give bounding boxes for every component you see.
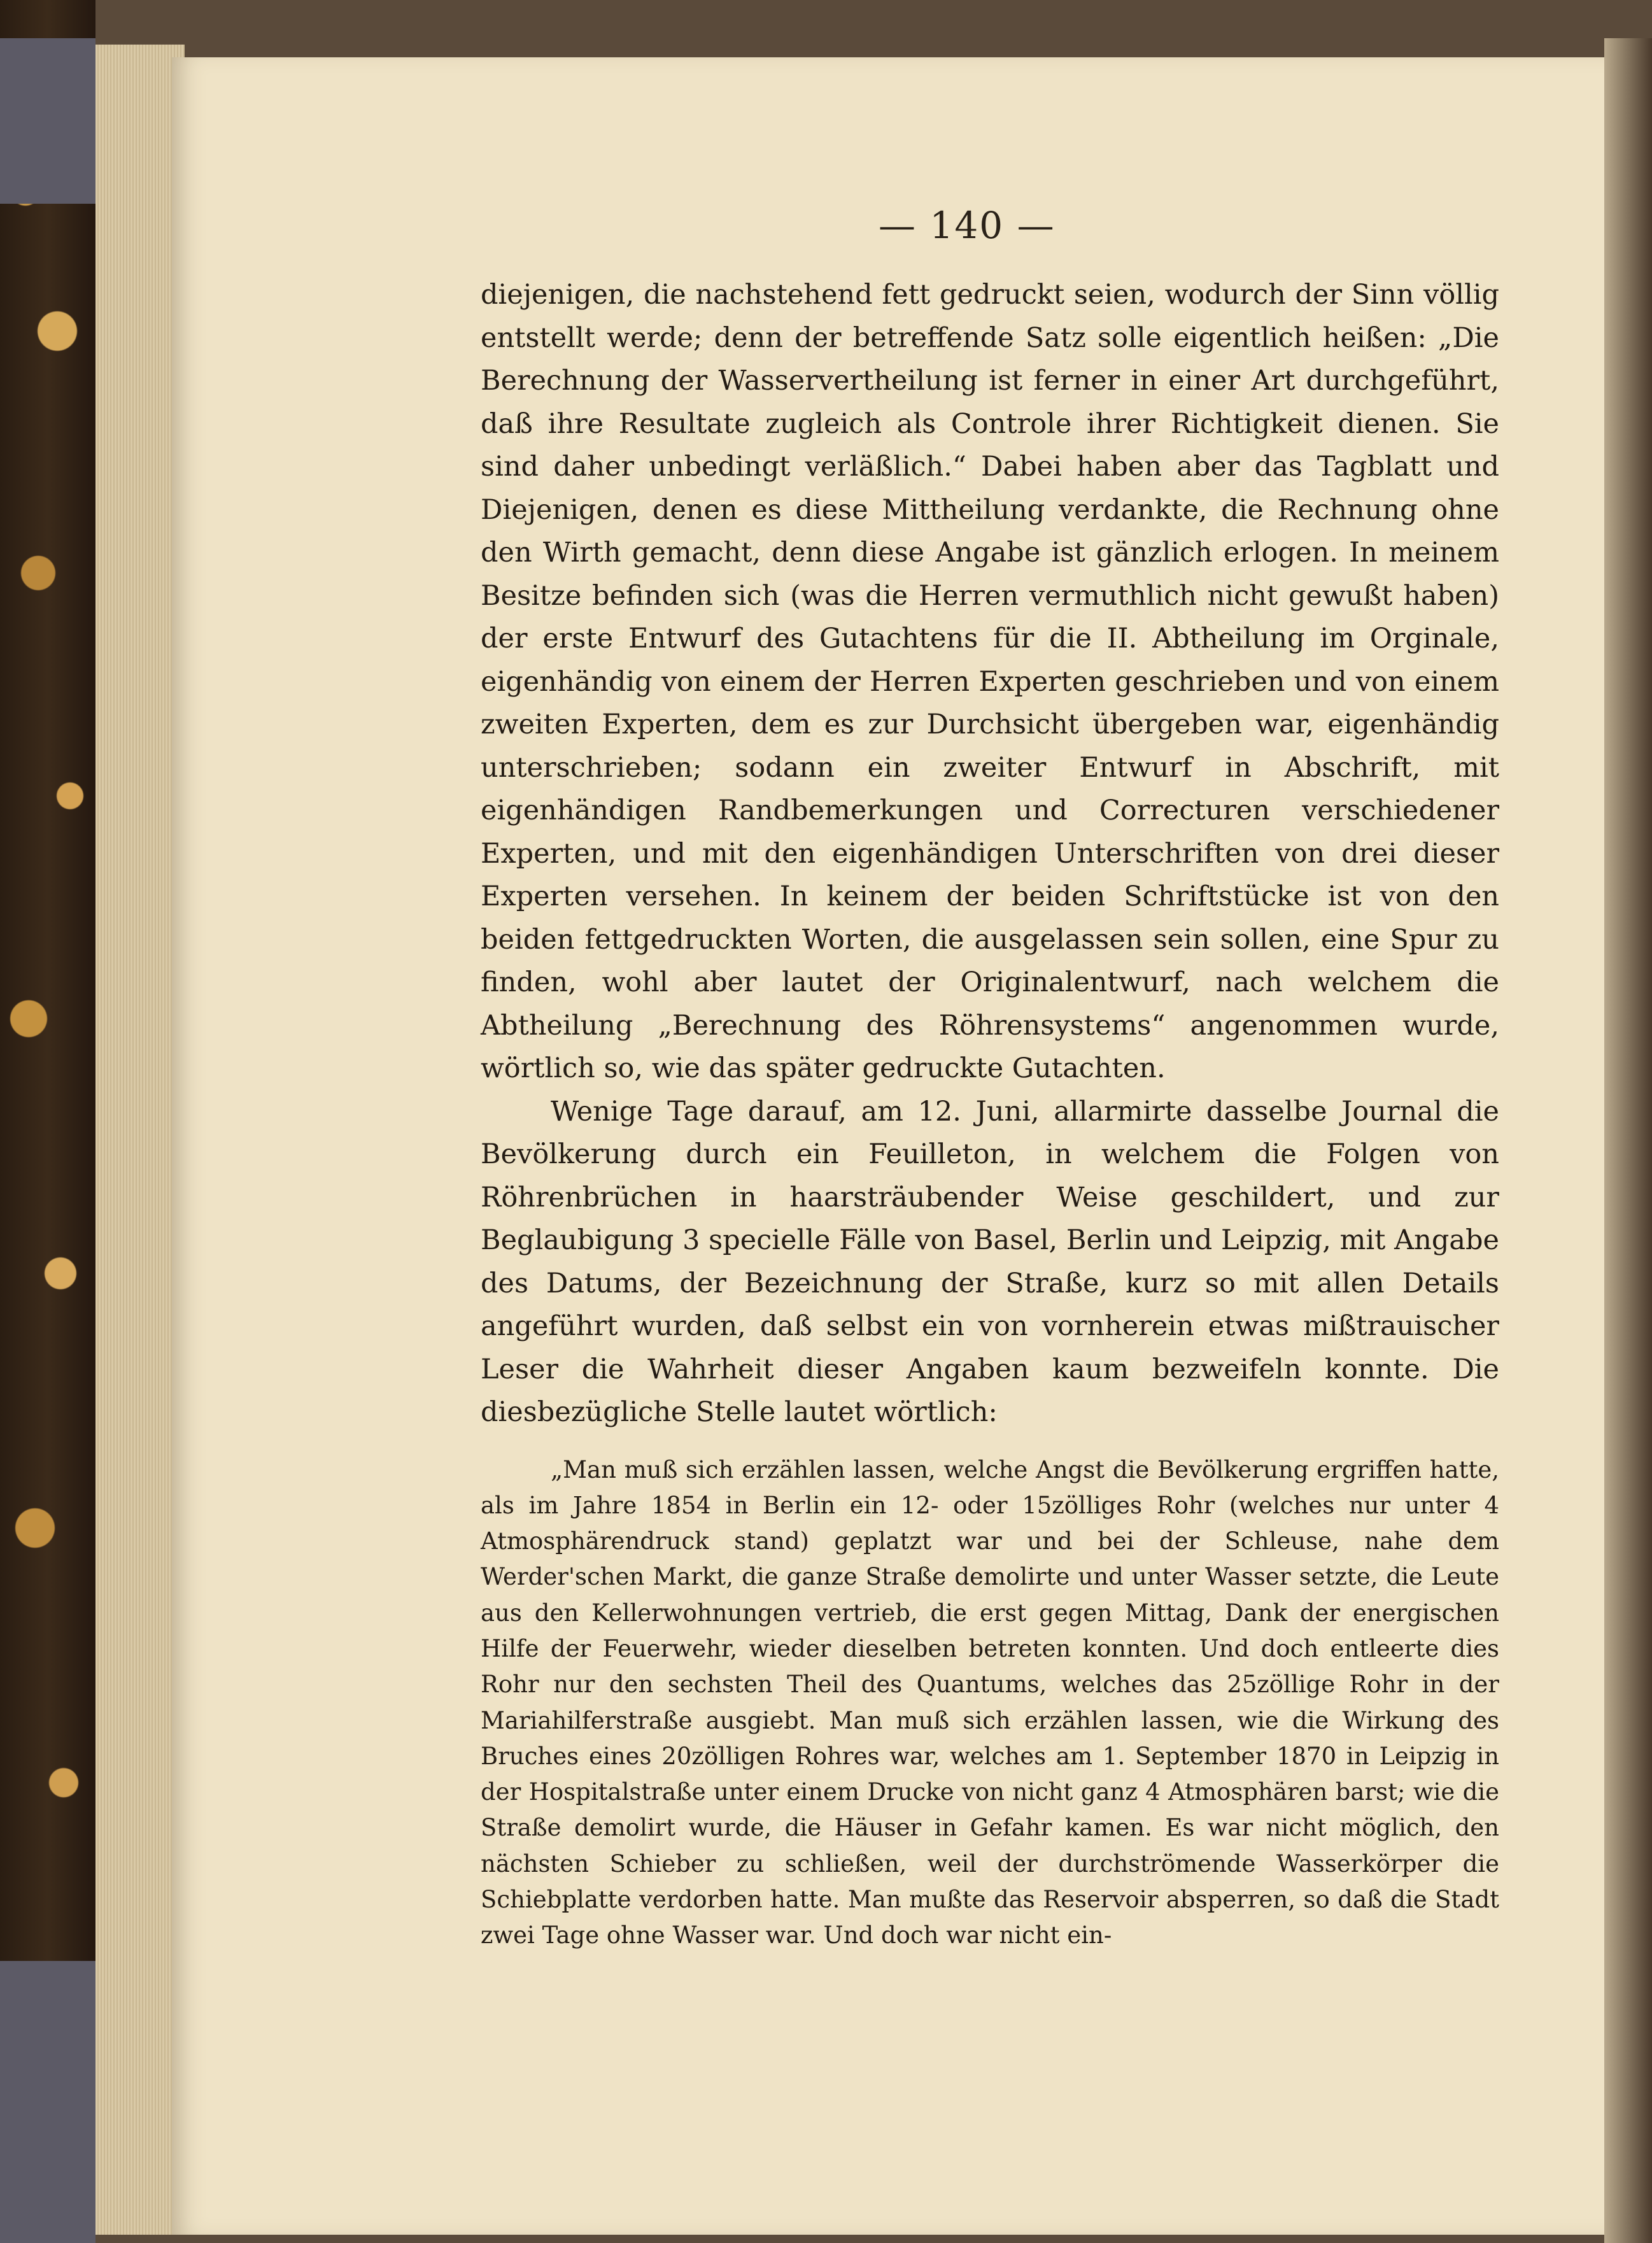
cover-cloth-top (0, 38, 95, 204)
page-number: — 140 — (879, 204, 1055, 247)
block-quote (481, 1452, 1499, 1954)
page-body (481, 274, 1499, 1954)
paragraph-1: diejenigen, die nachstehend fett gedruckt seien, wodurch der Sinn völlig entstellt werde; denn der betreffende Satz solle eigentlich heißen: „Die Berechnung der Wasservertheilung ist ferner in einer Art durchgeführt, daß ihre Resultate zugleich als Controle ihrer Richtigkeit dienen. Sie sind daher unbedingt verläßlich.“ Dabei haben aber das Tagblatt und Diejenigen, denen es diese Mittheilung verdankte, die Rechnung ohne den Wirth gemacht, denn diese Angabe ist gänzlich erlogen. In meinem Besitze befinden sich (was die Herren vermuthlich nicht gewußt haben) der erste Entwurf des Gutachtens für die II. Abtheilung im Orginale, eigenhändig von einem der Herren Experten geschrieben und von einem zweiten Experten, dem es zur Durchsicht übergeben war, eigenhändig unterschrieben; sodann ein zweiter Entwurf in Abschrift, mit eigenhändigen Randbemerkungen und Correcturen verschiedener Experten, und mit den eigenhändigen Unterschriften von drei dieser Experten versehen. In keinem der beiden Schriftstücke ist von den beiden fettgedruckten Worten, die ausgelassen sein sollen, eine Spur zu finden, wohl aber lautet der Originalentwurf, nach welchem die Abtheilung „Berechnung des Röhrensystems“ angenommen wurde, wörtlich so, wie das später gedruckte Gutachten. (481, 279, 1499, 1084)
page-edges (95, 45, 185, 2235)
cover-cloth-bottom (0, 1961, 95, 2243)
book-cover (0, 0, 95, 2243)
quote-text: „Man muß sich erzählen lassen, welche Angst die Bevölkerung ergriffen hatte, als im Jahre 1854 in Berlin ein 12- oder 15zölliges Rohr (welches nur unter 4 Atmosphärendruck stand) geplatzt war und bei der Schleuse, nahe dem Werder'schen Markt, die ganze Straße demolirte und unter Wasser setzte, die Leute aus den Kellerwohnungen vertrieb, die erst gegen Mittag, Dank der energischen Hilfe der Feuerwehr, wieder dieselben betreten konnten. Und doch entleerte dies Rohr nur den sechsten Theil des Quantums, welches das 25zöllige Rohr in der Mariahilferstraße ausgiebt. Man muß sich erzählen lassen, wie die Wirkung des Bruches eines 20zölligen Rohres war, welches am 1. September 1870 in Leipzig in der Hospitalstraße unter einem Drucke von nicht ganz 4 Atmosphären barst; wie die Straße demolirt wurde, die Häuser in Gefahr kamen. Es war nicht möglich, den nächsten Schieber zu schließen, weil der durchströmende Wasserkörper die Schiebplatte verdorben hatte. Man mußte das Reservoir absperren, so daß die Stadt zwei Tage ohne Wasser war. Und doch war nicht ein- (481, 1455, 1499, 1949)
paragraph-2: Wenige Tage darauf, am 12. Juni, allarmirte dasselbe Journal die Bevölkerung durch ein Feuilleton, in welchem die Folgen von Röhrenbrüchen in haarsträubender Weise geschildert, und zur Beglaubigung 3 specielle Fälle von Basel, Berlin und Leipzig, mit Angabe des Datums, der Bezeichnung der Straße, kurz so mit allen Details angeführt wurden, daß selbst ein von vornherein etwas mißtrauischer Leser die Wahrheit dieser Angaben kaum bezweifeln konnte. Die diesbezügliche Stelle lautet wörtlich: (481, 1095, 1499, 1428)
next-page-edge (1604, 38, 1652, 2243)
